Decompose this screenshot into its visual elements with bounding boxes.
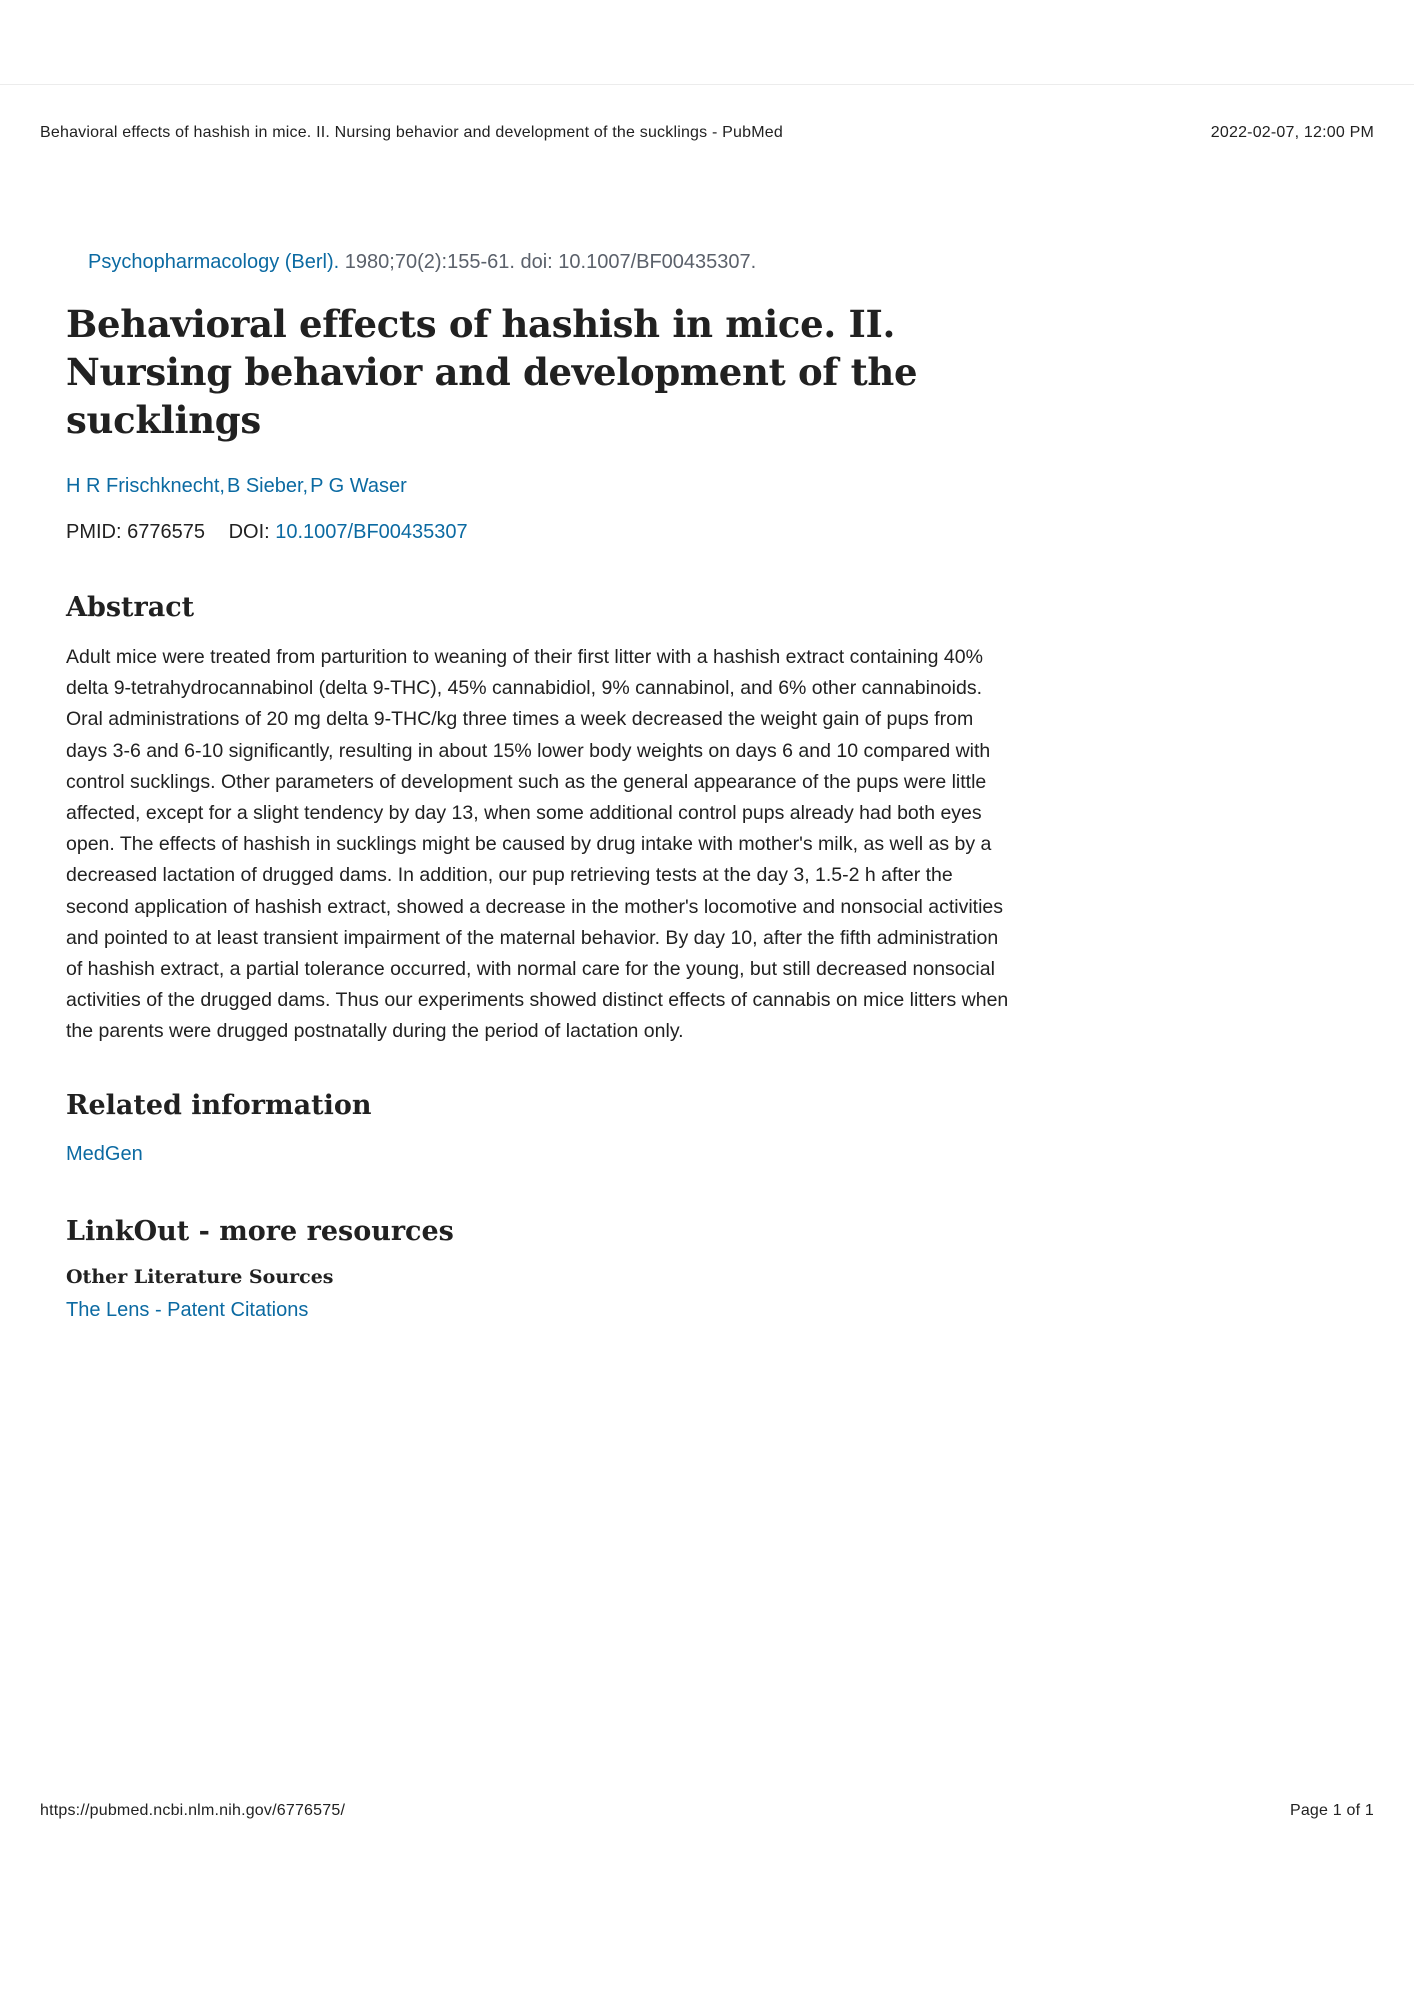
citation-details: 1980;70(2):155-61. doi: 10.1007/BF00435307. [344,251,757,273]
print-header [40,124,1374,142]
pmid-value: 6776575 [127,521,205,543]
print-page-number: Page 1 of 1 [1289,1802,1374,1819]
print-timestamp: 2022-02-07, 12:00 PM [1210,124,1374,141]
medgen-link[interactable]: MedGen [66,1142,143,1165]
abstract-text: Adult mice were treated from parturition to weaning of their first litter with a hashish extract containing 40% delta 9-tetrahydrocannabinol (delta 9-THC), 45% cannabidiol, 9% cannabinol, and 6% other cannabinoids. Oral administrations of 20 mg delta 9-THC/kg three times a week decreased the weight gain of pups from days 3-6 and 6-10 significantly, resulting in about 15% lower body weights on days 6 and 10 compared with control sucklings. Other parameters of development such as the general appearance of the pups were little affected, except for a slight tendency by day 13, when some additional control pups already had both eyes open. The effects of hashish in sucklings might be caused by drug intake with mother's milk, as well as by a decreased lactation of drugged dams. In addition, our pup retrieving tests at the day 3, 1.5-2 h after the second application of hashish extract, showed a decrease in the mother's locomotive and nonsocial activities and pointed to at least transient impairment of the maternal behavior. By day 10, after the fifth administration of hashish extract, a partial tolerance occurred, with normal care for the young, but still decreased nonsocial activities of the drugged dams. Thus our experiments showed distinct effects of cannabis on mice litters when the parents were drugged postnatally during the period of lactation only. [66,646,1009,1043]
author-link[interactable]: H R Frischknecht, [66,475,225,497]
citation [88,248,756,276]
top-divider [0,84,1414,85]
article-title: Behavioral effects of hashish in mice. II. Nursing behavior and development of the sucklings [66,302,918,442]
article-identifiers [66,518,1016,546]
doi-label: DOI: [228,521,270,543]
author-link[interactable]: P G Waser [310,475,407,497]
other-literature-sources-heading: Other Literature Sources [66,1265,334,1288]
lens-patent-citations-link[interactable]: The Lens - Patent Citations [66,1298,309,1321]
author-list [66,472,1016,500]
abstract-heading: Abstract [66,592,195,623]
linkout-heading: LinkOut - more resources [66,1215,454,1247]
print-page-title: Behavioral effects of hashish in mice. II. Nursing behavior and development of the sucklings - PubMed [40,124,783,141]
pmid-label: PMID: [66,521,122,543]
print-url: https://pubmed.ncbi.nlm.nih.gov/6776575/ [40,1802,346,1819]
journal-link[interactable]: Psychopharmacology (Berl). [88,251,340,273]
author-link[interactable]: B Sieber, [226,475,309,497]
related-information-heading: Related information [66,1089,372,1121]
doi-link[interactable]: 10.1007/BF00435307 [275,521,468,543]
print-footer [40,1802,1374,1820]
article [66,300,1016,1324]
